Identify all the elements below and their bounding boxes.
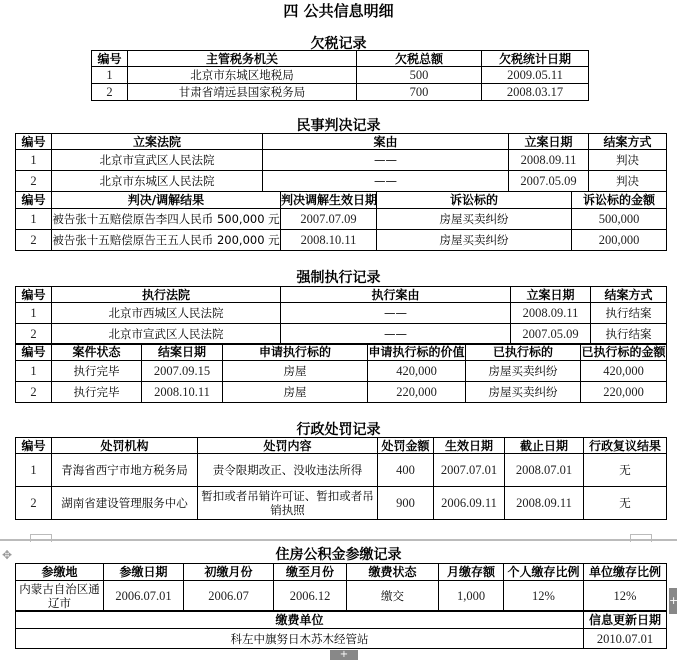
table-cell: 北京市东城区地税局 [128,67,357,84]
table-cell: 2006.09.11 [434,487,505,520]
table-cell: 北京市西城区人民法院 [52,303,281,324]
column-header: 已执行标的 [466,344,581,361]
table-cell: 执行完毕 [52,382,142,403]
column-header: 诉讼标的金额 [572,192,667,209]
column-header: 诉讼标的 [377,192,572,209]
table-cell: 北京市宣武区人民法院 [52,150,263,171]
column-header: 案由 [263,134,509,150]
table-cell: 青海省西宁市地方税务局 [52,454,198,487]
column-header: 欠税总额 [357,51,482,67]
table-cell: 无 [584,454,667,487]
unit-header: 缴费单位 [16,611,584,629]
table-cell: 房屋买卖纠纷 [466,361,581,382]
move-handle-icon[interactable]: ✥ [2,548,13,562]
table-cell: 500,000 [572,209,667,230]
column-header: 个人缴存比例 [504,564,584,581]
table-row [16,454,667,487]
housing-fund-heading: 住房公积金参缴记录 [275,547,402,563]
column-header: 结案方式 [591,287,667,303]
tax-arrears-table [91,50,589,101]
table-row [16,487,667,520]
table-cell: 2007.07.09 [281,209,377,230]
table-cell: 2007.07.01 [434,454,505,487]
add-row-button[interactable]: + [330,650,358,660]
table-cell: 房屋买卖纠纷 [377,209,572,230]
table-cell: —— [263,150,509,171]
table-cell: —— [263,171,509,192]
column-header: 编号 [16,192,52,209]
table-cell: 房屋买卖纠纷 [466,382,581,403]
table-cell: 执行结案 [591,324,667,345]
table-cell: 2 [16,487,52,520]
header-row [16,344,667,361]
table-cell: 1 [16,150,52,171]
table-cell: 2006.07 [184,581,274,612]
add-column-button[interactable]: + [669,588,677,614]
column-header: 单位缴存比例 [584,564,667,581]
column-header: 结案日期 [142,344,223,361]
header-row [16,564,667,581]
table-row [16,303,667,324]
column-header: 参缴地 [16,564,104,581]
table-cell: 1 [16,454,52,487]
table-cell: 执行结案 [591,303,667,324]
table-cell: 2008.10.11 [142,382,223,403]
column-header: 编号 [92,51,128,67]
table-cell: 被告张十五赔偿原告李四人民币 500,000 元 [52,209,281,230]
column-header: 编号 [16,134,52,150]
header-row [16,134,667,150]
column-header: 编号 [16,287,52,303]
table-cell: 2 [16,382,52,403]
header-row [16,438,667,454]
column-header: 执行法院 [52,287,281,303]
tax-arrears-heading: 欠税记录 [310,36,367,52]
column-header: 欠税统计日期 [482,51,589,67]
table-cell: 北京市宣武区人民法院 [52,324,281,345]
enforcement-status-table [15,343,667,403]
table-cell: 2 [16,324,52,345]
table-cell: 2007.05.09 [511,324,591,345]
table-cell: 2008.07.01 [505,454,584,487]
table-cell: 缴交 [347,581,439,612]
table-cell: 700 [357,84,482,101]
column-header: 申请执行标的价值 [368,345,465,359]
table-cell: —— [281,303,511,324]
enforcement-heading: 强制执行记录 [296,270,381,286]
table-cell: 房屋买卖纠纷 [377,230,572,251]
table-cell: 甘肃省靖远县国家税务局 [128,84,357,101]
housing-fund-unit-table [15,610,667,649]
table-cell: 判决 [589,150,667,171]
table-cell: 2009.05.11 [482,67,589,84]
table-cell: 420,000 [581,361,667,382]
table-row [16,581,667,612]
table-cell: 400 [378,454,434,487]
page-title: 四 公共信息明细 [283,2,394,20]
column-header: 缴费状态 [347,564,439,581]
margin-mark-right [630,534,652,542]
column-header: 月缴存额 [439,564,504,581]
civil-judgment-table [15,133,667,192]
table-row [92,67,589,84]
table-cell: 220,000 [368,382,466,403]
enforcement-table [15,286,667,345]
table-cell: 2008.09.11 [509,150,589,171]
table-cell: 判决 [589,171,667,192]
table-cell: —— [281,324,511,345]
column-header: 结案方式 [589,134,667,150]
table-row [16,324,667,345]
column-header: 编号 [16,344,52,361]
column-header: 行政复议结果 [584,438,667,454]
table-cell: 房屋 [223,382,368,403]
update-date-header: 信息更新日期 [584,611,667,629]
table-cell: 北京市东城区人民法院 [52,171,263,192]
column-header: 处罚机构 [52,438,198,454]
table-cell: 1 [16,361,52,382]
table-cell: 900 [378,487,434,520]
table-cell: 责令限期改正、没收违法所得 [198,454,378,487]
column-header: 判决/调解结果 [52,192,281,209]
housing-fund-table [15,563,667,612]
table-cell: 12% [584,581,667,612]
column-header: 截止日期 [505,438,584,454]
table-cell: 暂扣或者吊销许可证、暂扣或者吊销执照 [198,487,378,520]
civil-judgment-heading: 民事判决记录 [296,118,381,134]
table-cell: 房屋 [223,361,368,382]
admin-penalty-table [15,437,667,520]
table-cell: 2 [16,230,52,251]
column-header: 申请执行标的 [223,344,368,361]
table-cell: 2008.09.11 [511,303,591,324]
column-header: 处罚金额 [378,438,434,454]
table-row [92,84,589,101]
table-cell: 2 [16,171,52,192]
table-cell: 500 [357,67,482,84]
table-row [16,230,667,251]
column-header: 已执行标的金额 [581,345,666,359]
table-cell: 200,000 [572,230,667,251]
table-row [16,150,667,171]
table-row [16,382,667,403]
column-header: 缴至月份 [274,564,347,581]
header-row [92,51,589,67]
table-cell: 1 [92,67,128,84]
table-cell: 2007.09.15 [142,361,223,382]
table-cell: 湖南省建设管理服务中心 [52,487,198,520]
column-header: 案件状态 [52,344,142,361]
table-cell: 2006.07.01 [104,581,184,612]
unit-value: 科左中旗努日木苏木经管站 [16,629,584,649]
table-cell: 12% [504,581,584,612]
header-row [16,287,667,303]
column-header: 初缴月份 [184,564,274,581]
table-row [16,171,667,192]
table-cell: 2008.10.11 [281,230,377,251]
admin-penalty-heading: 行政处罚记录 [296,422,381,438]
table-cell: 1,000 [439,581,504,612]
civil-judgment-result-table [15,191,667,251]
table-cell: 无 [584,487,667,520]
table-cell: 2008.03.17 [482,84,589,101]
table-cell: 420,000 [368,361,466,382]
column-header: 立案日期 [511,287,591,303]
column-header: 生效日期 [434,438,505,454]
table-cell: 1 [16,209,52,230]
column-header: 执行案由 [281,287,511,303]
table-cell: 2 [92,84,128,101]
table-cell: 内蒙古自治区通辽市 [16,581,104,612]
table-cell: 执行完毕 [52,361,142,382]
column-header: 立案法院 [52,134,263,150]
column-header: 参缴日期 [104,564,184,581]
column-header: 判决调解生效日期 [281,193,378,207]
table-cell: 2006.12 [274,581,347,612]
table-row [16,209,667,230]
column-header: 处罚内容 [198,438,378,454]
page-break-divider [0,539,677,541]
table-cell: 1 [16,303,52,324]
table-row [16,361,667,382]
table-cell: 2008.09.11 [505,487,584,520]
table-cell: 2007.05.09 [509,171,589,192]
table-cell: 220,000 [581,382,667,403]
header-row [16,192,667,209]
update-date-value: 2010.07.01 [584,629,667,649]
table-cell: 被告张十五赔偿原告王五人民币 200,000 元 [52,230,281,251]
column-header: 主管税务机关 [128,51,357,67]
column-header: 编号 [16,438,52,454]
column-header: 立案日期 [509,134,589,150]
margin-mark-left [30,534,52,542]
